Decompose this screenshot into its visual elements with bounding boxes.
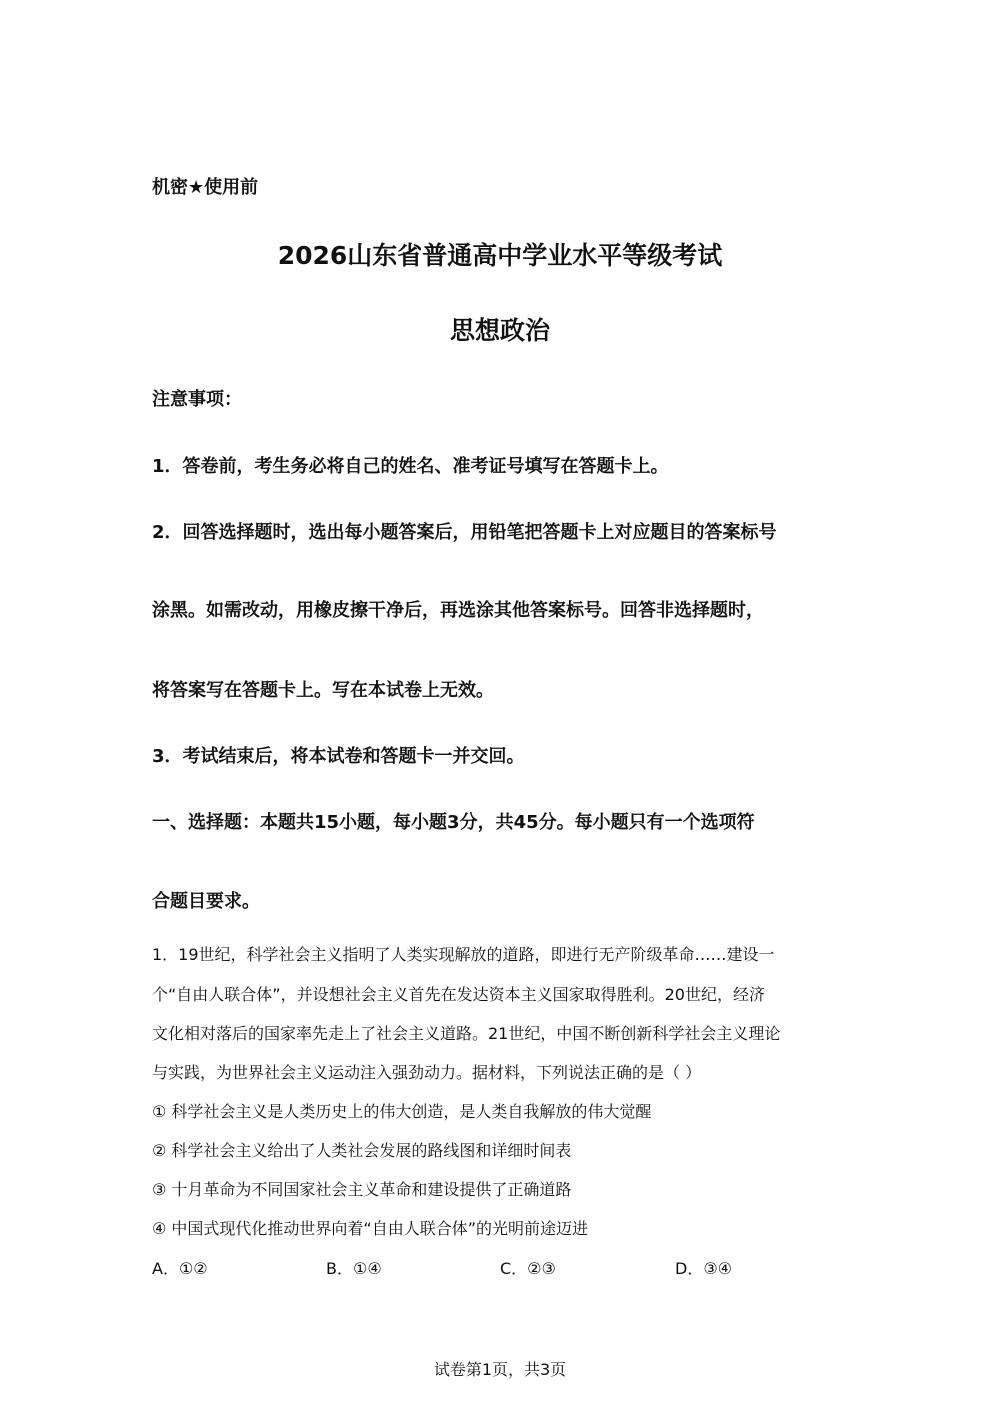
section-heading-line-1: 一、选择题：本题共15小题，每小题3分，共45分。每小题只有一个选项符	[152, 812, 755, 833]
subject-title: 思想政治	[449, 316, 550, 345]
page-footer: 试卷第1页，共3页	[433, 1360, 567, 1379]
option-d: D．③④	[675, 1259, 733, 1278]
question-stem-line-2: 个“自由人联合体”，并设想社会主义首先在发达资本主义国家取得胜利。20世纪，经济	[152, 985, 765, 1004]
section-heading-line-2: 合题目要求。	[152, 891, 260, 912]
statement-2: ② 科学社会主义给出了人类社会发展的路线图和详细时间表	[152, 1141, 572, 1160]
question-stem-line-4: 与实践，为世界社会主义运动注入强劲动力。据材料，下列说法正确的是（ ）	[152, 1063, 702, 1082]
notice-item-2-line-1: 2．回答选择题时，选出每小题答案后，用铅笔把答题卡上对应题目的答案标号	[152, 522, 777, 543]
question-stem-line-1: 1．19世纪，科学社会主义指明了人类实现解放的道路，即进行无产阶级革命……建设一	[152, 945, 775, 964]
statement-4: ④ 中国式现代化推动世界向着“自由人联合体”的光明前途迈进	[152, 1219, 589, 1238]
option-c: C．②③	[500, 1259, 556, 1278]
secret-label: 机密★使用前	[152, 177, 259, 198]
notice-item-1: 1．答卷前，考生务必将自己的姓名、准考证号填写在答题卡上。	[152, 456, 669, 477]
exam-title: 2026山东省普通高中学业水平等级考试	[277, 241, 723, 270]
option-a: A．①②	[152, 1259, 208, 1278]
notice-item-2-line-3: 将答案写在答题卡上。写在本试卷上无效。	[152, 680, 494, 701]
question-stem-line-3: 文化相对落后的国家率先走上了社会主义道路。21世纪，中国不断创新科学社会主义理论	[152, 1024, 781, 1043]
notice-heading: 注意事项：	[152, 389, 242, 410]
statement-1: ① 科学社会主义是人类历史上的伟大创造，是人类自我解放的伟大觉醒	[152, 1102, 652, 1121]
statement-3: ③ 十月革命为不同国家社会主义革命和建设提供了正确道路	[152, 1180, 572, 1199]
notice-item-2-line-2: 涂黑。如需改动，用橡皮擦干净后，再选涂其他答案标号。回答非选择题时，	[152, 600, 764, 621]
option-b: B．①④	[326, 1259, 382, 1278]
notice-item-3: 3．考试结束后，将本试卷和答题卡一并交回。	[152, 746, 525, 767]
